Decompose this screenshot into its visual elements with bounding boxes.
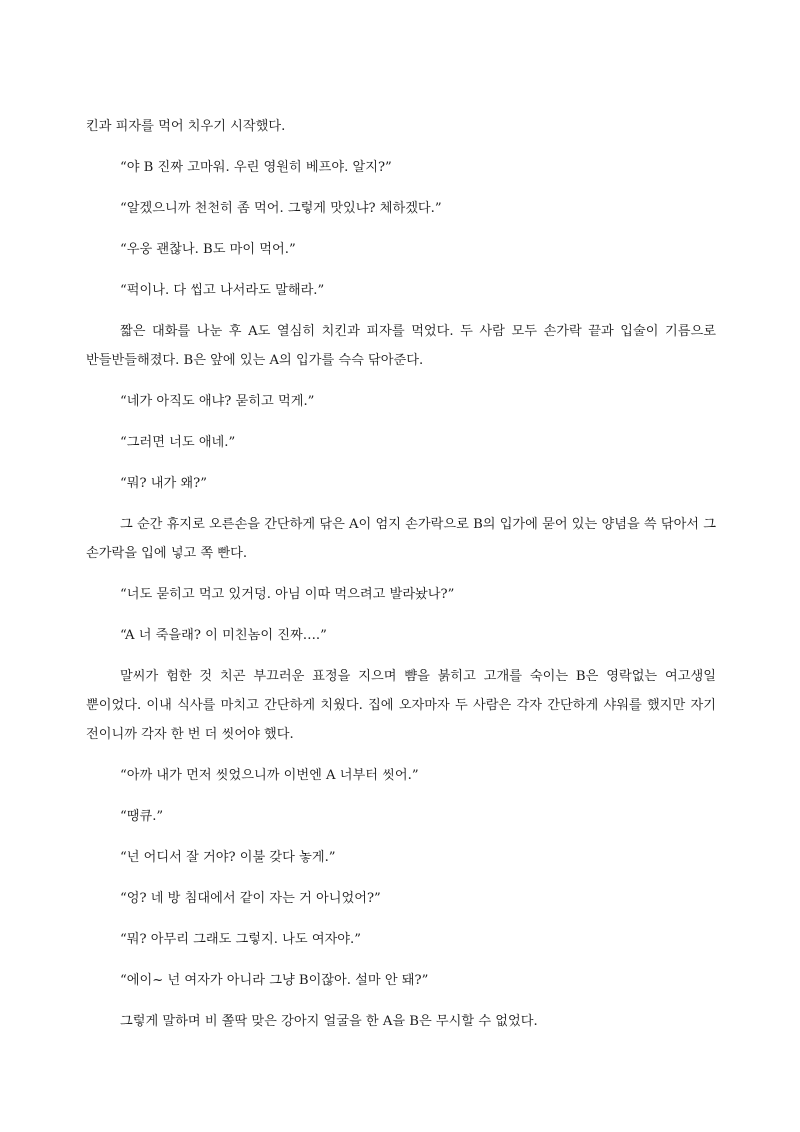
paragraph-20: 그렇게 말하며 비 쫄딱 맞은 강아지 얼굴을 한 A을 B은 무시할 수 없었다. xyxy=(120,1014,538,1030)
paragraph-7: “네가 아직도 애냐? 묻히고 먹게.” xyxy=(120,394,315,410)
paragraph-6: 짧은 대화를 나눈 후 A도 열심히 치킨과 피자를 먹었다. 두 사람 모두 손가락 끝과 입술이 기름으로 반들반들해졌다. B은 앞에 있는 A의 입가를 슥슥 닦아준다. xyxy=(86,324,716,369)
paragraph-19: “에이~ 넌 여자가 아니라 그냥 B이잖아. 설마 안 돼?” xyxy=(120,973,429,989)
paragraph-2: “야 B 진짜 고마워. 우린 영원히 베프야. 알지?” xyxy=(120,160,392,176)
paragraph-5: “퍽이나. 다 씹고 나서라도 말해라.” xyxy=(120,283,325,299)
paragraph-11: “너도 묻히고 먹고 있거덩. 아님 이따 먹으려고 발라놨나?” xyxy=(120,587,455,603)
paragraph-17: “엉? 네 방 침대에서 같이 자는 거 아니었어?” xyxy=(120,890,381,906)
paragraph-18: “뭐? 아무리 그래도 그렇지. 나도 여자야.” xyxy=(120,931,361,947)
paragraph-9: “뭐? 내가 왜?” xyxy=(120,476,207,492)
paragraph-8: “그러면 너도 애네.” xyxy=(120,435,236,451)
paragraph-14: “아까 내가 먼저 씻었으니까 이번엔 A 너부터 씻어.” xyxy=(120,767,419,783)
paragraph-10: 그 순간 휴지로 오른손을 간단하게 닦은 A이 엄지 손가락으로 B의 입가에 묻어 있는 양념을 쓱 닦아서 그 손가락을 입에 넣고 쪽 빤다. xyxy=(86,517,716,562)
paragraph-1: 킨과 피자를 먹어 치우기 시작했다. xyxy=(86,119,286,134)
paragraph-3: “알겠으니까 천천히 좀 먹어. 그렇게 맛있냐? 체하겠다.” xyxy=(120,201,442,217)
paragraph-13: 말씨가 험한 것 치곤 부끄러운 표정을 지으며 뺨을 붉히고 고개를 숙이는 B은 영락없는 여고생일 뿐이었다. 이내 식사를 마치고 간단하게 치웠다. 집에 오자마자 두 사람은 각자 간단하게 샤워를 했지만 자기 전이니까 각자 한 번 더 씻어야 했다. xyxy=(86,669,716,742)
paragraph-15: “땡큐.” xyxy=(120,808,164,824)
paragraph-4: “우웅 괜찮나. B도 마이 먹어.” xyxy=(120,242,296,258)
paragraph-16: “넌 어디서 잘 거야? 이불 갖다 놓게.” xyxy=(120,849,336,865)
paragraph-12: “A 너 죽을래? 이 미친놈이 진짜….” xyxy=(120,628,327,644)
